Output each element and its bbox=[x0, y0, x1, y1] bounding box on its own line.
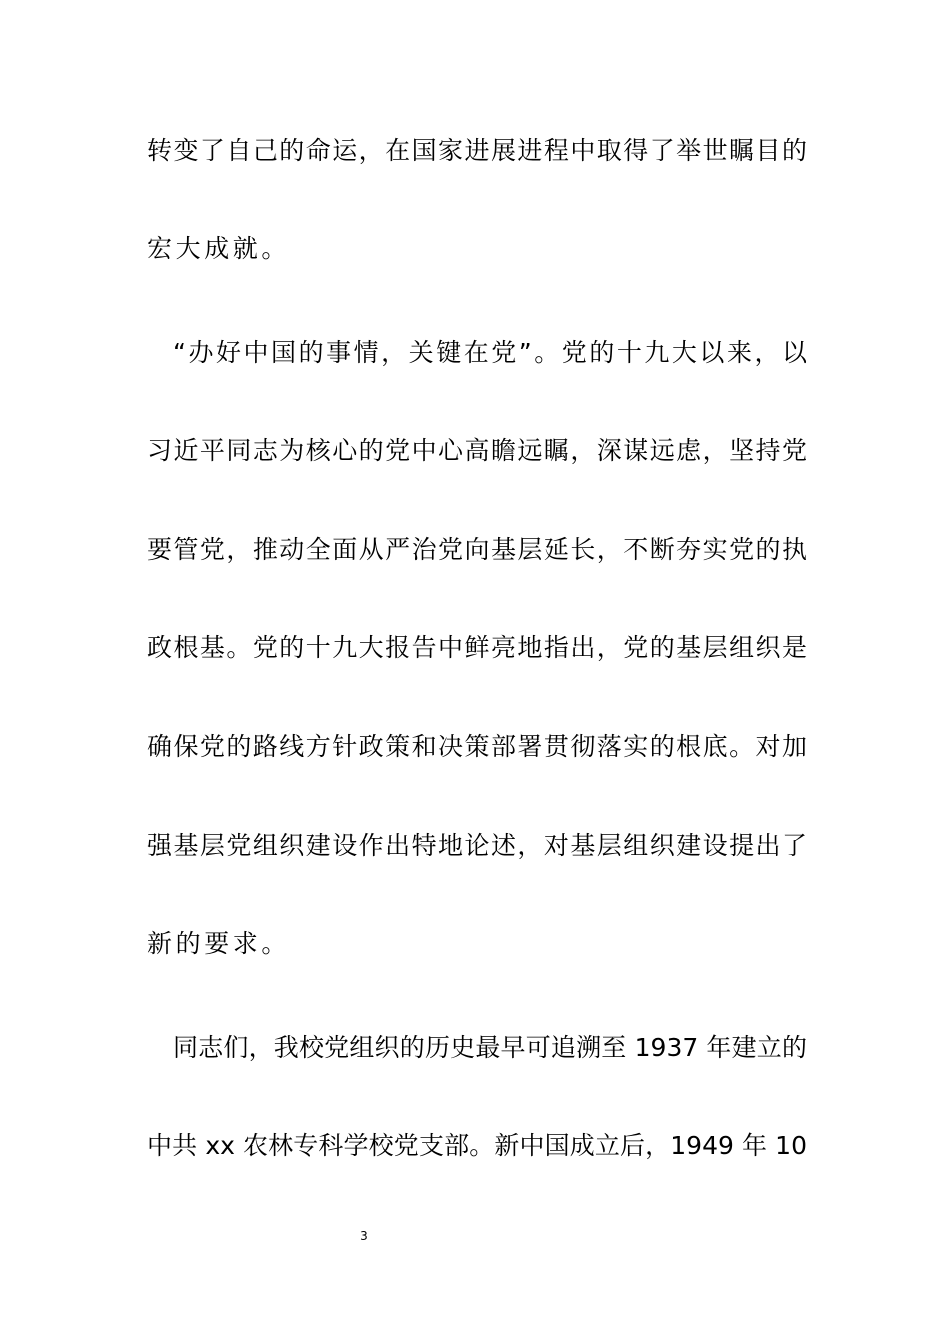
text-line: 新的要求。 bbox=[147, 929, 291, 958]
text-line: 转变了自己的命运，在国家进展进程中取得了举世瞩目的 bbox=[147, 136, 807, 165]
text-line: 中共 xx 农林专科学校党支部。新中国成立后，1949 年 10 bbox=[147, 1131, 807, 1160]
text-line: “办好中国的事情，关键在党”。党的十九大以来，以 bbox=[173, 338, 807, 367]
text-line: 强基层党组织建设作出特地论述，对基层组织建设提出了 bbox=[147, 831, 807, 860]
text-line: 政根基。党的十九大报告中鲜亮地指出，党的基层组织是 bbox=[147, 633, 807, 662]
text-line: 习近平同志为核心的党中心高瞻远瞩，深谋远虑，坚持党 bbox=[147, 436, 807, 465]
text-line: 要管党，推动全面从严治党向基层延长，不断夯实党的执 bbox=[147, 535, 807, 564]
page-number: 3 bbox=[360, 1229, 368, 1243]
text-line: 宏大成就。 bbox=[147, 234, 291, 263]
text-line: 同志们，我校党组织的历史最早可追溯至 1937 年建立的 bbox=[173, 1033, 807, 1062]
text-line: 确保党的路线方针政策和决策部署贯彻落实的根底。对加 bbox=[147, 732, 807, 761]
